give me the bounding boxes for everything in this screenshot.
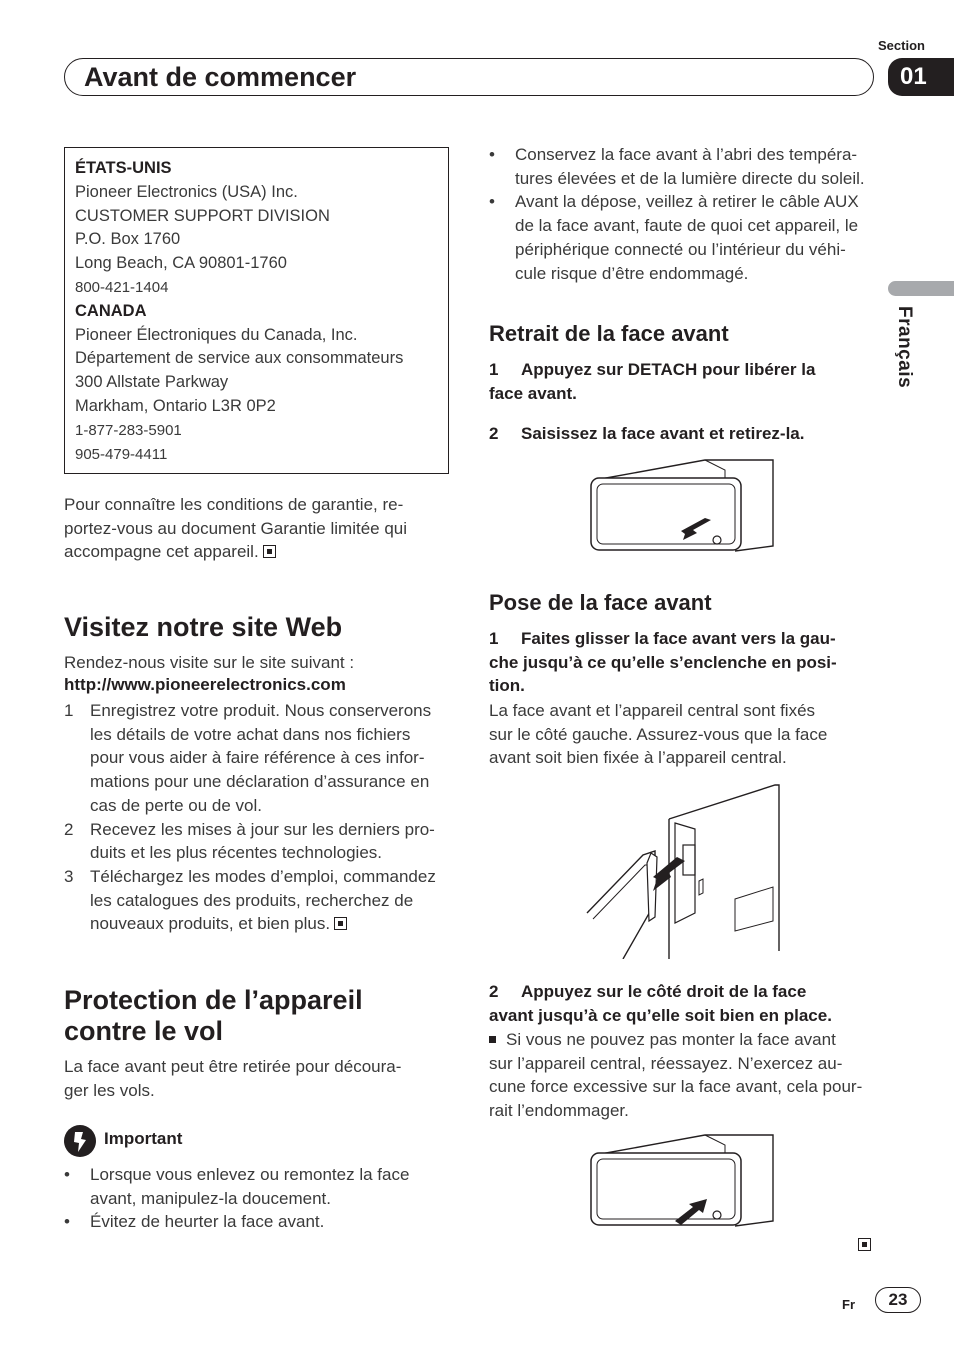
page-title: Avant de commencer (84, 62, 357, 92)
address-line: Pioneer Electronics (USA) Inc. (75, 182, 298, 201)
address-line: Markham, Ontario L3R 0P2 (75, 396, 276, 415)
note-line (489, 1075, 884, 1099)
bullet-dot: • (64, 1165, 70, 1184)
bullet-item (64, 1210, 454, 1234)
bullet-dot: • (489, 145, 495, 164)
protection-heading-line: Protection de l’appareil (64, 985, 363, 1015)
step-line (489, 651, 879, 675)
bullet-line: cule risque d’être endommagé. (515, 263, 749, 283)
note-line (489, 1028, 884, 1052)
list-item (64, 818, 454, 865)
note-line (489, 1052, 884, 1076)
protection-intro-line: ger les vols. (64, 1080, 155, 1100)
step-line (489, 980, 884, 1004)
warranty-line: accompagne cet appareil. (64, 540, 454, 564)
pose-step-1 (489, 627, 879, 698)
list-item-line: Enregistrez votre produit. Nous conserverons (90, 701, 432, 720)
bullet-line: Évitez de heurter la face avant. (90, 1212, 325, 1232)
list-item-line: cas de perte ou de vol. (90, 795, 263, 815)
attach-face-illustration (585, 783, 785, 959)
website-intro: Rendez-nous visite sur le site suivant : (64, 653, 355, 672)
list-number: 3 (64, 866, 74, 886)
body-line: avant soit bien fixée à l’appareil central. (489, 748, 787, 768)
step-number: 1 (489, 360, 499, 379)
bullet-line: périphérique connecté ou l’intérieur du véhi- (515, 239, 846, 259)
address-line: 905-479-4411 (75, 445, 168, 463)
website-benefits-list (64, 699, 454, 936)
right-bullets (489, 143, 884, 285)
pose-step-2 (489, 980, 884, 1027)
end-mark-icon (334, 917, 347, 930)
step-text: face avant. (489, 383, 577, 403)
step-text: Saisissez la face avant et retirez-la. (521, 424, 805, 443)
footer-lang-code: Fr (842, 1297, 855, 1312)
bullet-dot: • (489, 192, 495, 212)
body-line: La face avant et l’appareil central sont fixés (489, 701, 816, 720)
bullet-line: Conservez la face avant à l’abri des tempéra- (515, 145, 858, 164)
warranty-paragraph (64, 493, 454, 564)
step-text: tion. (489, 676, 525, 695)
end-mark-icon (858, 1238, 871, 1251)
retrait-heading: Retrait de la face avant (489, 321, 729, 346)
protection-intro-line: La face avant peut être retirée pour découra- (64, 1057, 402, 1076)
list-item-line: Téléchargez les modes d’emploi, commandez (90, 866, 436, 886)
note-text: cune force excessive sur la face avant, cela pour- (489, 1077, 863, 1097)
address-line: ÉTATS-UNIS (75, 159, 172, 177)
bullet-line: avant, manipulez-la doucement. (90, 1188, 331, 1208)
protection-bullets (64, 1163, 454, 1234)
important-icon (64, 1125, 96, 1157)
warranty-line: Pour connaître les conditions de garantie, re- (64, 495, 404, 514)
pose-step-1-body (489, 699, 884, 770)
step-text: Appuyez sur DETACH pour libérer la (521, 360, 816, 379)
step-number: 1 (489, 629, 499, 648)
list-item-line: Recevez les mises à jour sur les derniers pro- (90, 819, 435, 839)
section-number-badge: 01 (888, 58, 954, 96)
address-line: 1-877-283-5901 (75, 421, 182, 439)
list-item-line: les catalogues des produits, recherchez de (90, 890, 414, 910)
body-line: sur le côté gauche. Assurez-vous que la face (489, 724, 828, 744)
list-item-line: pour vous aider à faire référence à ces infor- (90, 748, 425, 768)
step-text: che jusqu’à ce qu’elle s’enclenche en posi- (489, 652, 837, 672)
address-line: 800-421-1404 (75, 278, 169, 296)
pose-heading: Pose de la face avant (489, 590, 712, 615)
step-text: Faites glisser la face avant vers la gau- (521, 629, 836, 648)
retrait-step-2 (489, 422, 879, 446)
address-line: Pioneer Électroniques du Canada, Inc. (75, 325, 358, 344)
protection-intro (64, 1055, 401, 1102)
address-line: Département de service aux consommateurs (75, 349, 404, 368)
end-mark-icon (263, 545, 276, 558)
warranty-line: portez-vous au document Garantie limitée qui (64, 518, 408, 538)
bullet-dot: • (64, 1212, 70, 1232)
website-heading: Visitez notre site Web (64, 612, 343, 642)
important-label: Important (104, 1129, 183, 1148)
retrait-step-1 (489, 358, 879, 405)
bullet-item (489, 190, 884, 285)
step-text: Appuyez sur le côté droit de la face (521, 982, 807, 1001)
list-number: 2 (64, 819, 74, 839)
note-text: rait l’endommager. (489, 1101, 629, 1121)
page-number: 23 (875, 1287, 921, 1313)
step-line (489, 627, 879, 651)
list-number: 1 (64, 701, 74, 720)
list-item (64, 865, 454, 936)
bullet-item (64, 1163, 454, 1210)
address-lines (75, 157, 445, 466)
bullet-line: Avant la dépose, veillez à retirer le câble AUX (515, 192, 859, 212)
bullet-line: Lorsque vous enlevez ou remontez la face (90, 1165, 410, 1184)
language-tab-bar (888, 281, 954, 296)
section-label: Section (878, 38, 925, 53)
address-line: P.O. Box 1760 (75, 230, 181, 249)
list-item (64, 699, 454, 818)
press-face-illustration (585, 1133, 780, 1229)
bullet-item (489, 143, 884, 190)
language-tab-label: Français (894, 306, 915, 389)
address-line: 300 Allstate Parkway (75, 373, 229, 392)
note-bullet-icon (489, 1036, 496, 1043)
step-number: 2 (489, 982, 499, 1001)
note-text: Si vous ne pouvez pas monter la face avant (506, 1030, 836, 1049)
note-text: sur l’appareil central, réessayez. N’exercez au- (489, 1053, 843, 1073)
list-item-line: nouveaux produits, et bien plus. (90, 912, 454, 936)
website-url-link[interactable]: http://www.pioneerelectronics.com (64, 675, 346, 694)
list-item-line: duits et les plus récentes technologies. (90, 843, 383, 863)
protection-heading-line: contre le vol (64, 1016, 224, 1046)
bullet-line: tures élevées et de la lumière directe du soleil. (515, 168, 865, 188)
protection-heading (64, 985, 363, 1047)
list-item-line: les détails de votre achat dans nos fichiers (90, 724, 411, 744)
note-line (489, 1099, 884, 1123)
pose-note (489, 1028, 884, 1123)
step-line (489, 1004, 884, 1028)
address-line: CANADA (75, 301, 147, 320)
step-number: 2 (489, 424, 499, 443)
detach-face-illustration (585, 458, 780, 554)
bullet-line: de la face avant, faute de quoi cet appareil, le (515, 216, 859, 236)
address-line: CUSTOMER SUPPORT DIVISION (75, 206, 330, 225)
step-line (489, 674, 879, 698)
list-item-line: mations pour une déclaration d’assurance en (90, 772, 430, 792)
step-text: avant jusqu’à ce qu’elle soit bien en place. (489, 1005, 832, 1025)
address-line: Long Beach, CA 90801-1760 (75, 254, 287, 273)
